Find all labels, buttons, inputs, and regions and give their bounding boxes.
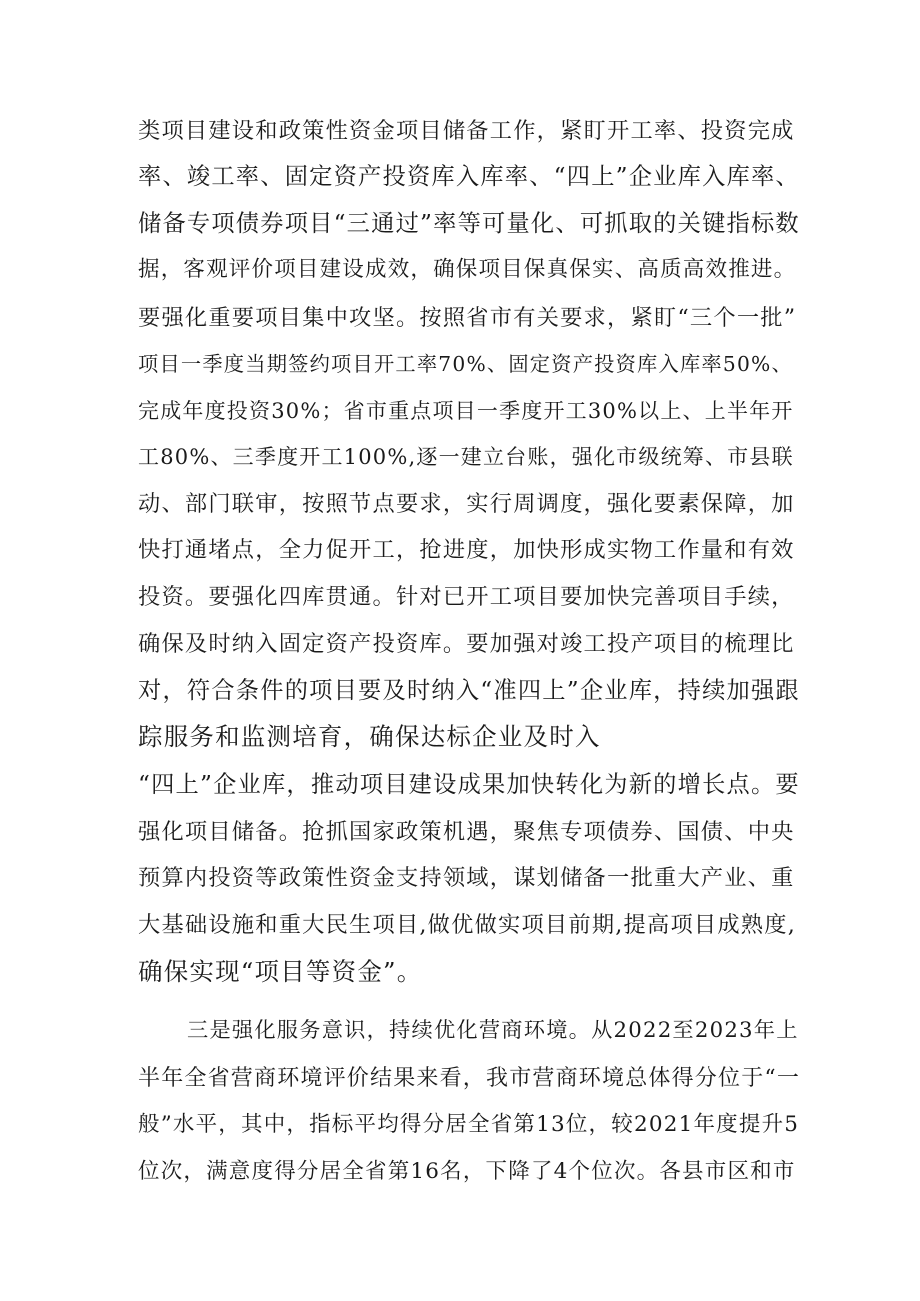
text-line: 类项目建设和政策性资金项目储备工作，紧盯开工率、投资完成 <box>138 118 795 144</box>
text-line: 率、竣工率、固定资产投资库入库率、“四上”企业库入库率、 <box>138 163 800 190</box>
text-line: “四上”企业库，推动项目建设成果加快转化为新的增长点。要 <box>138 771 800 798</box>
text-line: 快打通堵点，全力促开工，抢进度，加快形成实物工作量和有效 <box>138 537 795 563</box>
text-line: 强化项目储备。抢抓国家政策机遇，聚焦专项债券、国债、中央 <box>138 819 795 845</box>
text-line: 完成年度投资30%；省市重点项目一季度开工30%以上、上半年开 <box>138 399 794 423</box>
text-line: 项目一季度当期签约项目开工率70%、固定资产投资库入库率50%、 <box>138 352 793 376</box>
text-line: 工80%、三季度开工100%,逐一建立台账，强化市级统筹、市县联 <box>138 445 794 469</box>
text-line: 确保实现“项目等资金”。 <box>138 957 423 986</box>
text-line: 位次，满意度得分居全省第16名，下降了4个位次。各县市区和市 <box>138 1159 796 1184</box>
text-line: 储备专项债券项目“三通过”率等可量化、可抓取的关键指标数 <box>138 210 800 237</box>
text-line: 确保及时纳入固定资产投资库。要加强对竣工投产项目的梳理比 <box>138 631 795 657</box>
text-line: 投资。要强化四库贯通。针对已开工项目要加快完善项目手续， <box>138 584 795 610</box>
text-line: 要强化重要项目集中攻坚。按照省市有关要求，紧盯“三个一批” <box>138 305 797 331</box>
text-line: 般”水平，其中，指标平均得分居全省第13位，较2021年度提升5 <box>138 1112 800 1137</box>
text-line: 对，符合条件的项目要及时纳入“准四上”企业库，持续加强跟 <box>138 677 800 704</box>
text-line: 据，客观评价项目建设成效，确保项目保真保实、高质高效推进。 <box>138 257 797 282</box>
paragraph-first-line: 三是强化服务意识，持续优化营商环境。从2022至2023年上 <box>187 1018 799 1043</box>
text-line: 踪服务和监测培育，确保达标企业及时入 <box>138 722 601 751</box>
text-line: 动、部门联审，按照节点要求，实行周调度，强化要素保障，加 <box>138 491 795 517</box>
text-line: 半年全省营商环境评价结果来看，我市营商环境总体得分位于“一 <box>138 1066 801 1091</box>
text-line: 预算内投资等政策性资金支持领域，谋划储备一批重大产业、重 <box>138 865 795 891</box>
text-line: 大基础设施和重大民生项目,做优做实项目前期,提高项目成熟度, <box>138 912 796 938</box>
